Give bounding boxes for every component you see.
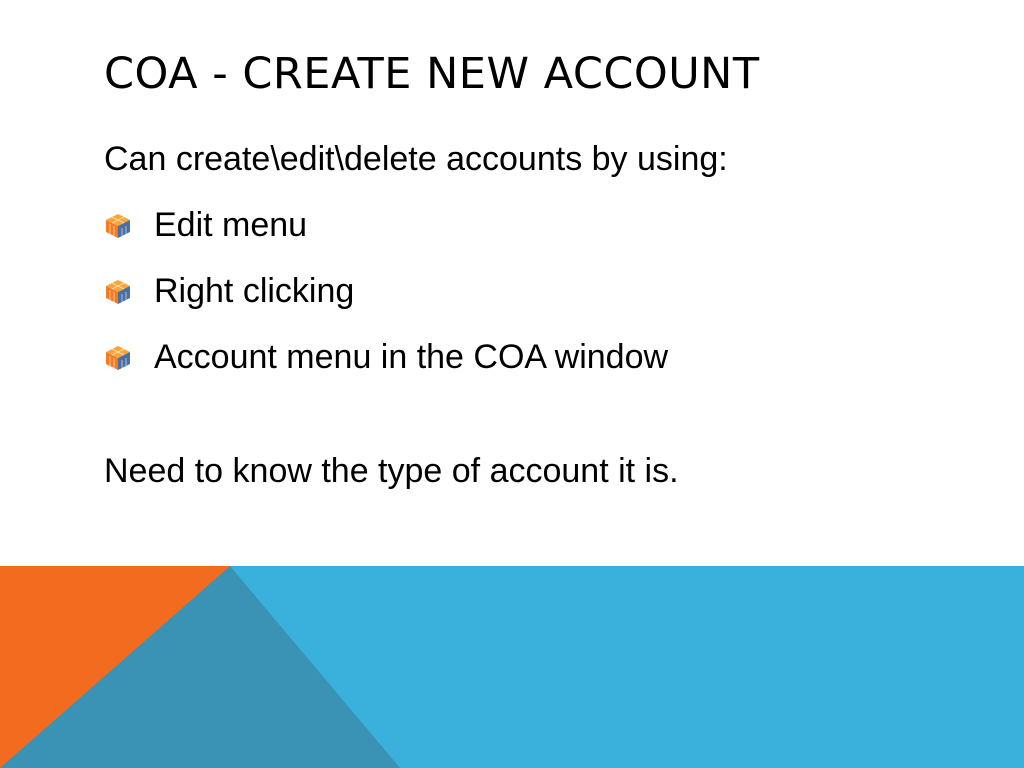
cube-bullet-icon: [104, 344, 132, 372]
closing-text: Need to know the type of account it is.: [104, 452, 679, 490]
footer-decoration: [0, 566, 1024, 768]
spacer: [104, 400, 984, 448]
bullet-item-account-menu: [104, 334, 984, 380]
bullet-label: Right clicking: [154, 272, 355, 310]
slide-body: [104, 136, 984, 494]
bullet-label: Edit menu: [154, 206, 308, 244]
bullet-item-right-clicking: [104, 268, 984, 314]
bullet-label: Account menu in the COA window: [154, 338, 669, 376]
bullet-item-edit-menu: [104, 202, 984, 248]
intro-text: Can create\edit\delete accounts by using:: [104, 140, 728, 178]
cube-bullet-icon: [104, 278, 132, 306]
cube-bullet-icon: [104, 212, 132, 240]
slide-title: COA - CREATE NEW ACCOUNT: [104, 49, 760, 99]
